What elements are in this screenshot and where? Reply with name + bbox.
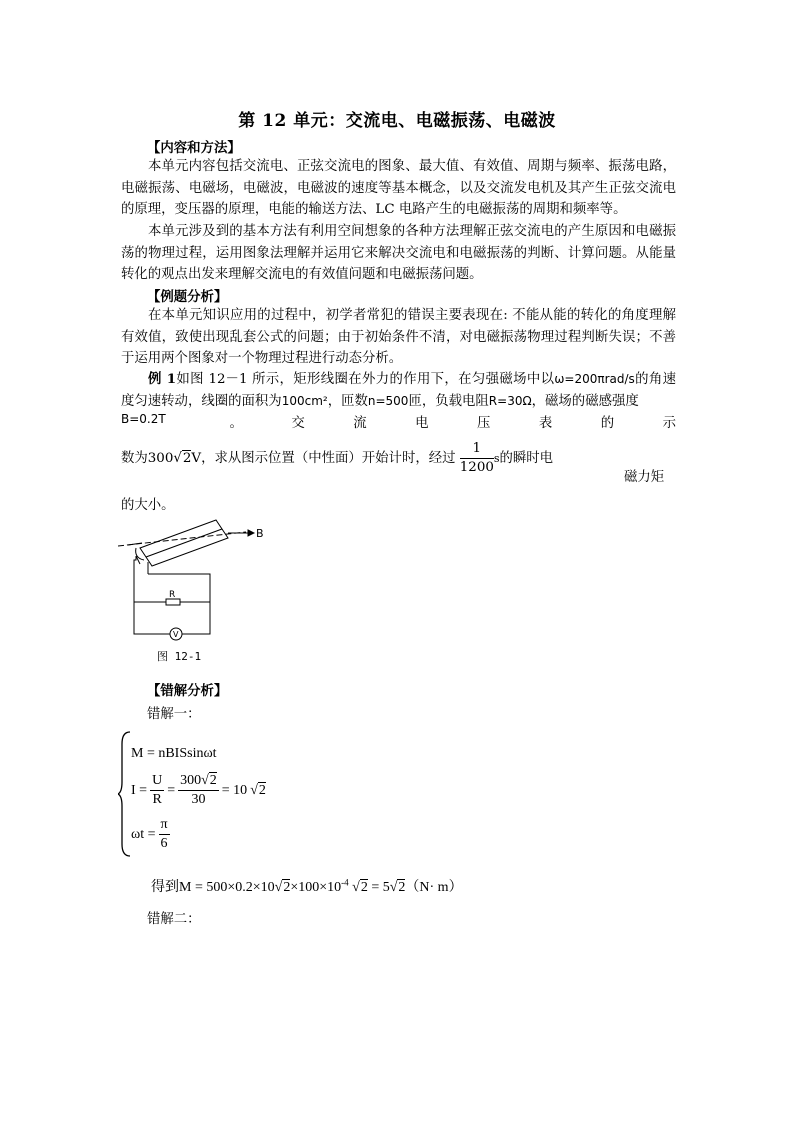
resistor-label: R xyxy=(169,590,176,600)
field-value: B=0.2T xyxy=(121,412,166,426)
figure-caption: 图 12-1 xyxy=(157,650,202,663)
circuit-left-wire xyxy=(134,556,172,634)
equation-torque: M = nBISsinωt xyxy=(131,746,217,761)
equation-current: I = $\frac{U}{R}$ = $\frac{300√2}{30}$ = 10 √2 xyxy=(131,773,266,807)
example-label: 例 1 xyxy=(148,371,177,387)
coil-inner-line xyxy=(146,529,222,557)
paragraph-common-errors: 在本单元知识应用的过程中，初学者常犯的错误主要表现在: 不能从能的转化的角度理解有效值，致使出现乱套公式的问题；由于初始条件不清，对电磁振荡物理过程判断失误；不善于运用两个图象对一个物理过程进行动态分析。 xyxy=(121,308,676,366)
example-1-line-4: 的大小。 xyxy=(121,498,175,513)
page-title: 第 12 单元：交流电、电磁振荡、电磁波 xyxy=(238,111,556,131)
example-1-line-3: 数为300√2V，求从图示位置（中性面）开始计时，经过 $\frac{1}{1200}$ s的瞬时电 xyxy=(121,441,554,475)
voltmeter-label: V xyxy=(173,630,179,639)
equation-brace xyxy=(118,730,132,858)
figure-generator-circuit xyxy=(118,514,278,646)
section-heading-errors: 【错解分析】 xyxy=(147,683,228,699)
paragraph-intro: 本单元内容包括交流电、正弦交流电的图象、最大值、有效值、周期与频率、振荡电路，电磁振荡、电磁场，电磁波，电磁波的速度等基本概念，以及交流发电机及其产生正弦交流电的原理，变压器的原理，电能的输送方法、LC 电路产生的电磁振荡的周期和频率等。 xyxy=(121,159,676,217)
example-1-text: 例 1如图 12－1 所示，矩形线圈在外力的作用下，在匀强磁场中以ω=200πrad/s的角速度匀速转动，线圈的面积为100cm²，匝数n=500匝，负载电阻R=30Ω，磁场的磁感强度 xyxy=(121,371,677,409)
equation-phase: ωt = $\frac{\pi}{6}$ xyxy=(131,817,168,851)
paragraph-methods: 本单元涉及到的基本方法有利用空间想象的各种方法理解正弦交流电的产生原因和电磁振荡的物理过程，运用图象法理解并运用它来解决交流电和电磁振荡的判断、计算问题。从能量转化的观点出发来理解交流电的有效值问题和电磁振荡问题。 xyxy=(121,224,676,282)
section-heading-content: 【内容和方法】 xyxy=(147,140,241,156)
wrong-solution-1-result: 得到$M = 500\times 0.2\times 10√2\times 100\times 10^{-4}$ √2 = 5√2（N· m） xyxy=(151,877,463,895)
time-fraction: $\frac{1}{1200}$ xyxy=(459,441,494,475)
example-1-spread-line: B=0.2T 。 交 流 电 压 表 的 示 xyxy=(121,412,676,431)
wrong-solution-2-label: 错解二： xyxy=(147,912,201,927)
section-heading-examples: 【例题分析】 xyxy=(147,289,228,305)
wrong-solution-1-label: 错解一： xyxy=(147,707,201,722)
example-1-line-3-tail: 磁力矩 xyxy=(624,470,665,485)
field-arrowhead xyxy=(248,530,254,536)
field-label: B xyxy=(256,527,264,540)
